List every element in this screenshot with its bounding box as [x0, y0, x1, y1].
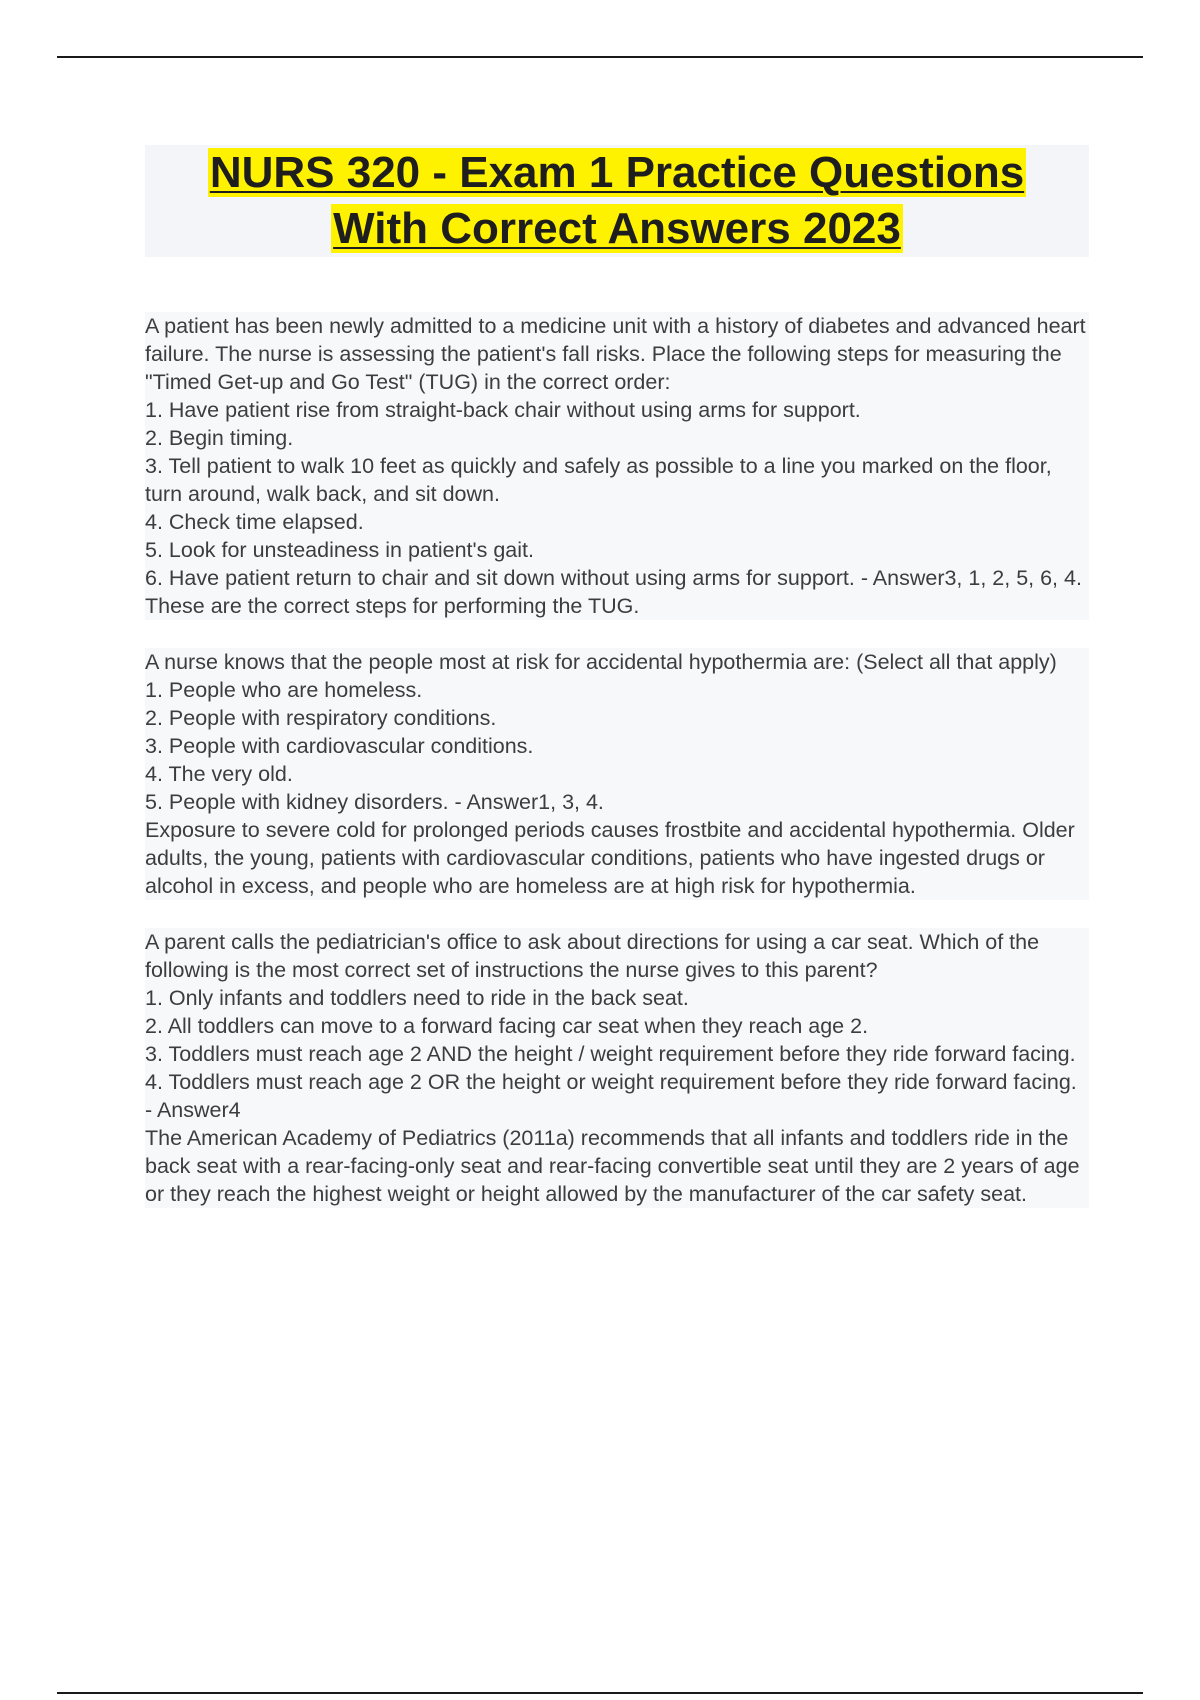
- option-item: 3. Toddlers must reach age 2 AND the height / weight requirement before they ride forward facing.: [145, 1042, 1076, 1066]
- question-stem: A parent calls the pediatrician's office to ask about directions for using a car seat. Which of the following is the most correct set of instructions the nurse gives to this parent?: [145, 930, 1040, 982]
- option-item-answer: 6. Have patient return to chair and sit down without using arms for support. - Answer3, 1, 2, 5, 6, 4.: [145, 566, 1082, 590]
- question-block-1: [145, 312, 1089, 620]
- document-title: [145, 145, 1089, 257]
- question-block-2: [145, 648, 1089, 900]
- option-item-answer: 5. People with kidney disorders. - Answer1, 3, 4.: [145, 790, 604, 814]
- questions-list: [145, 312, 1089, 1236]
- rationale: The American Academy of Pediatrics (2011a) recommends that all infants and toddlers ride in the back seat with a rear-facing-only seat and rear-facing convertible seat until they are 2 years of age or they reach the highest weight or height allowed by the manufacturer of the car safety seat.: [145, 1126, 1080, 1206]
- title-line-2: With Correct Answers 2023: [333, 204, 901, 253]
- option-item: 2. Begin timing.: [145, 426, 294, 450]
- question-stem: A patient has been newly admitted to a medicine unit with a history of diabetes and advanced heart failure. The nurse is assessing the patient's fall risks. Place the following steps for measuring the "Timed Get-up and Go Test" (TUG) in the correct order:: [145, 314, 1086, 394]
- rationale: Exposure to severe cold for prolonged periods causes frostbite and accidental hypothermia. Older adults, the young, patients with cardiovascular conditions, patients who have ingested drugs or alcohol in excess, and people who are homeless are at high risk for hypothermia.: [145, 818, 1075, 898]
- option-item: 1. Have patient rise from straight-back chair without using arms for support.: [145, 398, 861, 422]
- option-item: 4. The very old.: [145, 762, 293, 786]
- bottom-rule: [57, 1692, 1143, 1694]
- option-item: 3. Tell patient to walk 10 feet as quickly and safely as possible to a line you marked on the floor, turn around, walk back, and sit down.: [145, 454, 1052, 506]
- question-block-3: [145, 928, 1089, 1208]
- option-item: 1. People who are homeless.: [145, 678, 423, 702]
- option-item: 3. People with cardiovascular conditions.: [145, 734, 534, 758]
- option-item: 4. Check time elapsed.: [145, 510, 364, 534]
- top-rule: [57, 56, 1143, 58]
- question-stem: A nurse knows that the people most at risk for accidental hypothermia are: (Select all that apply): [145, 650, 1057, 674]
- option-item: 2. All toddlers can move to a forward facing car seat when they reach age 2.: [145, 1014, 869, 1038]
- rationale: These are the correct steps for performing the TUG.: [145, 594, 640, 618]
- option-item: 5. Look for unsteadiness in patient's gait.: [145, 538, 534, 562]
- option-item: 1. Only infants and toddlers need to ride in the back seat.: [145, 986, 689, 1010]
- title-line-1: NURS 320 - Exam 1 Practice Questions: [209, 148, 1025, 197]
- option-item-answer: 4. Toddlers must reach age 2 OR the height or weight requirement before they ride forward facing. - Answer4: [145, 1070, 1077, 1122]
- option-item: 2. People with respiratory conditions.: [145, 706, 497, 730]
